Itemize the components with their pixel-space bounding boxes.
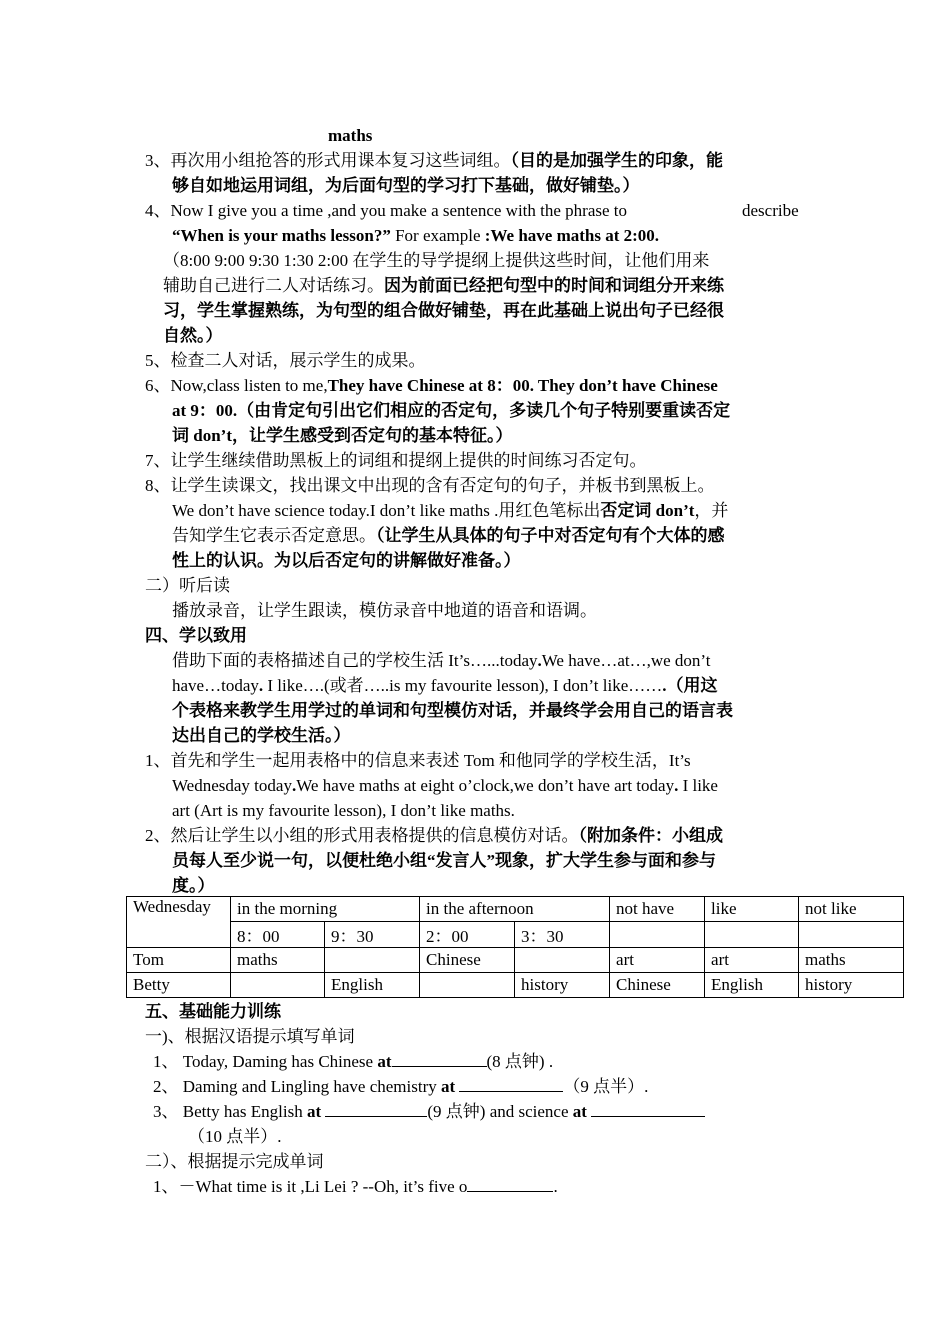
text-line: [172, 674, 718, 698]
text-line: at 9：00.（由肯定句引出它们相应的否定句，多读几个句子特别要重读否定: [172, 401, 731, 420]
table-cell: art: [610, 948, 705, 973]
text-line: 8、让学生读课文，找出课文中出现的含有否定句的句子，并板书到黑板上。: [145, 476, 715, 495]
table-cell: 9：30: [325, 922, 420, 948]
text-span: For example: [390, 226, 485, 245]
table-row: [127, 973, 904, 998]
text-line: [145, 149, 723, 173]
table-cell: 8：00: [231, 922, 325, 948]
text-span: （目的是加强学生的印象，能: [510, 151, 723, 170]
table-cell: history: [799, 973, 904, 998]
table-cell: [705, 922, 799, 948]
text-line: 度。）: [172, 876, 215, 895]
text-span: 2、然后让学生以小组的形式用表格提供的信息模仿对话。: [145, 826, 579, 845]
table-cell: not like: [799, 897, 904, 922]
text-span: at: [572, 1102, 587, 1121]
exercise-item: [153, 1175, 558, 1199]
table-cell: [610, 922, 705, 948]
text-span: at: [306, 1102, 322, 1121]
text-span: have…today: [172, 676, 259, 695]
table-cell: Betty: [127, 973, 231, 998]
text-span: 3、 Betty has English: [153, 1102, 307, 1121]
answer-blank: [459, 1075, 563, 1092]
text-line: 7、让学生继续借助黑板上的词组和提纲上提供的时间练习否定句。: [145, 451, 647, 470]
text-line: [172, 499, 728, 523]
exercise-item: [153, 1100, 705, 1124]
table-cell: art: [705, 948, 799, 973]
text-line: [145, 824, 723, 848]
table-cell: English: [705, 973, 799, 998]
table-cell: [325, 948, 420, 973]
text-line: maths: [328, 126, 373, 145]
text-span: .（用这: [662, 676, 718, 695]
text-span: 1、 Today, Daming has Chinese: [153, 1052, 378, 1071]
answer-blank: [392, 1050, 487, 1067]
text-line: [172, 224, 659, 248]
table-row: [127, 897, 904, 922]
text-span: at: [441, 1077, 456, 1096]
table-cell: in the afternoon: [420, 897, 610, 922]
text-line: [145, 374, 718, 398]
text-line: 达出自己的学校生活。）: [172, 726, 351, 745]
answer-blank: [467, 1175, 553, 1192]
text-span: 6、Now,class listen to me,: [145, 376, 328, 395]
text-span: I like….(或者…..is my favourite lesson), I don’t like……: [263, 676, 663, 695]
text-line: 1、首先和学生一起用表格中的信息来表述 Tom 和他同学的学校生活，It’s: [145, 751, 691, 770]
text-span: .: [553, 1177, 558, 1196]
text-line: [172, 524, 725, 548]
text-span: 1、－What time is it ,Li Lei ? --Oh, it’s five o: [153, 1177, 468, 1196]
text-line: 性上的认识。为以后否定句的讲解做好准备。）: [172, 551, 521, 570]
table-cell: English: [325, 973, 420, 998]
text-line: 5、检查二人对话，展示学生的成果。: [145, 351, 426, 370]
text-span: .: [537, 651, 542, 670]
text-span: We have maths at eight o’clock,we don’t have art today: [296, 776, 675, 795]
text-span: 3、再次用小组抢答的形式用课本复习这些词组。: [145, 151, 511, 170]
text-line: 播放录音，让学生跟读，模仿录音中地道的语音和语调。: [172, 601, 597, 620]
text-span: .: [674, 776, 679, 795]
text-span: (8 点钟) .: [486, 1052, 554, 1071]
table-cell: maths: [799, 948, 904, 973]
text-line: 一)、根据汉语提示填写单词: [145, 1027, 355, 1046]
table-cell: Wednesday: [127, 897, 231, 948]
text-line: 习，学生掌握熟练，为句型的组合做好铺垫，再在此基础上说出句子已经很: [163, 301, 724, 320]
text-span: I like: [678, 776, 718, 795]
exercise-item: [153, 1075, 648, 1099]
text-line: 4、Now I give you a time ,and you make a sentence with the phrase to: [145, 201, 628, 220]
text-line: 二）、根据提示完成单词: [145, 1152, 324, 1171]
text-span: 2、 Daming and Lingling have chemistry: [153, 1077, 441, 1096]
text-line: [172, 649, 711, 673]
table-cell: in the morning: [231, 897, 420, 922]
text-span: （附加条件：小组成: [578, 826, 723, 845]
text-span: :We have maths at 2:00.: [484, 226, 660, 245]
text-span: at: [377, 1052, 392, 1071]
exercise-item: [153, 1050, 553, 1074]
text-span: 借助下面的表格描述自己的学校生活 It’s…...today: [172, 651, 538, 670]
text-line: 二）听后读: [145, 576, 230, 595]
text-span: .: [291, 776, 297, 795]
table-cell: 2：00: [420, 922, 515, 948]
table-cell: [231, 973, 325, 998]
text-span: 因为前面已经把句型中的时间和词组分开来练: [384, 276, 724, 295]
text-line: describe: [742, 201, 799, 220]
text-span: “When is your maths lesson?”: [172, 226, 391, 245]
table-row: [127, 948, 904, 973]
text-line: （10 点半）.: [188, 1127, 282, 1146]
text-line: 词 don’t，让学生感受到否定句的基本特征。）: [172, 426, 513, 445]
text-span: 否定词 don’t: [600, 501, 695, 520]
text-line: （8:00 9:00 9:30 1:30 2:00 在学生的导学提纲上提供这些时间，让他们用来: [163, 251, 710, 270]
text-line: 自然。）: [163, 326, 223, 345]
text-span: We have…at…,we don’t: [541, 651, 711, 670]
text-span: 辅助自己进行二人对话练习。: [163, 276, 384, 295]
section-heading: 五、基础能力训练: [145, 1002, 281, 1021]
text-line: art (Art is my favourite lesson), I don’t like maths.: [172, 801, 515, 820]
text-span: We don’t have science today.I don’t like maths .用红色笔标出: [172, 501, 601, 520]
table-cell: like: [705, 897, 799, 922]
table-cell: not have: [610, 897, 705, 922]
table-cell: Chinese: [610, 973, 705, 998]
schedule-table: [126, 896, 904, 998]
answer-blank: [591, 1100, 705, 1117]
table-cell: [515, 948, 610, 973]
text-span: （让学生从具体的句子中对否定句有个大体的感: [376, 526, 725, 545]
table-cell: maths: [231, 948, 325, 973]
text-line: [172, 774, 718, 798]
text-span: (9 点钟) and science: [427, 1102, 573, 1121]
text-line: 个表格来教学生用学过的单词和句型模仿对话，并最终学会用自己的语言表: [172, 701, 733, 720]
text-line: [163, 274, 724, 298]
table-cell: Tom: [127, 948, 231, 973]
text-span: （9 点半）.: [563, 1077, 649, 1096]
table-cell: [420, 973, 515, 998]
text-span: 告知学生它表示否定意思。: [172, 526, 376, 545]
table-cell: Chinese: [420, 948, 515, 973]
text-span: They have Chinese at 8：00. They don’t have Chinese: [327, 376, 718, 395]
text-span: .: [258, 676, 264, 695]
section-heading: 四、学以致用: [145, 626, 247, 645]
text-span: Wednesday today: [172, 776, 292, 795]
table-cell: 3：30: [515, 922, 610, 948]
table-cell: history: [515, 973, 610, 998]
text-line: 员每人至少说一句，以便杜绝小组“发言人”现象，扩大学生参与面和参与: [172, 851, 716, 870]
answer-blank: [325, 1100, 427, 1117]
text-span: ，并: [694, 501, 729, 520]
table-cell: [799, 922, 904, 948]
text-line: 够自如地运用词组，为后面句型的学习打下基础，做好铺垫。）: [172, 176, 640, 195]
table-row: [127, 922, 904, 948]
